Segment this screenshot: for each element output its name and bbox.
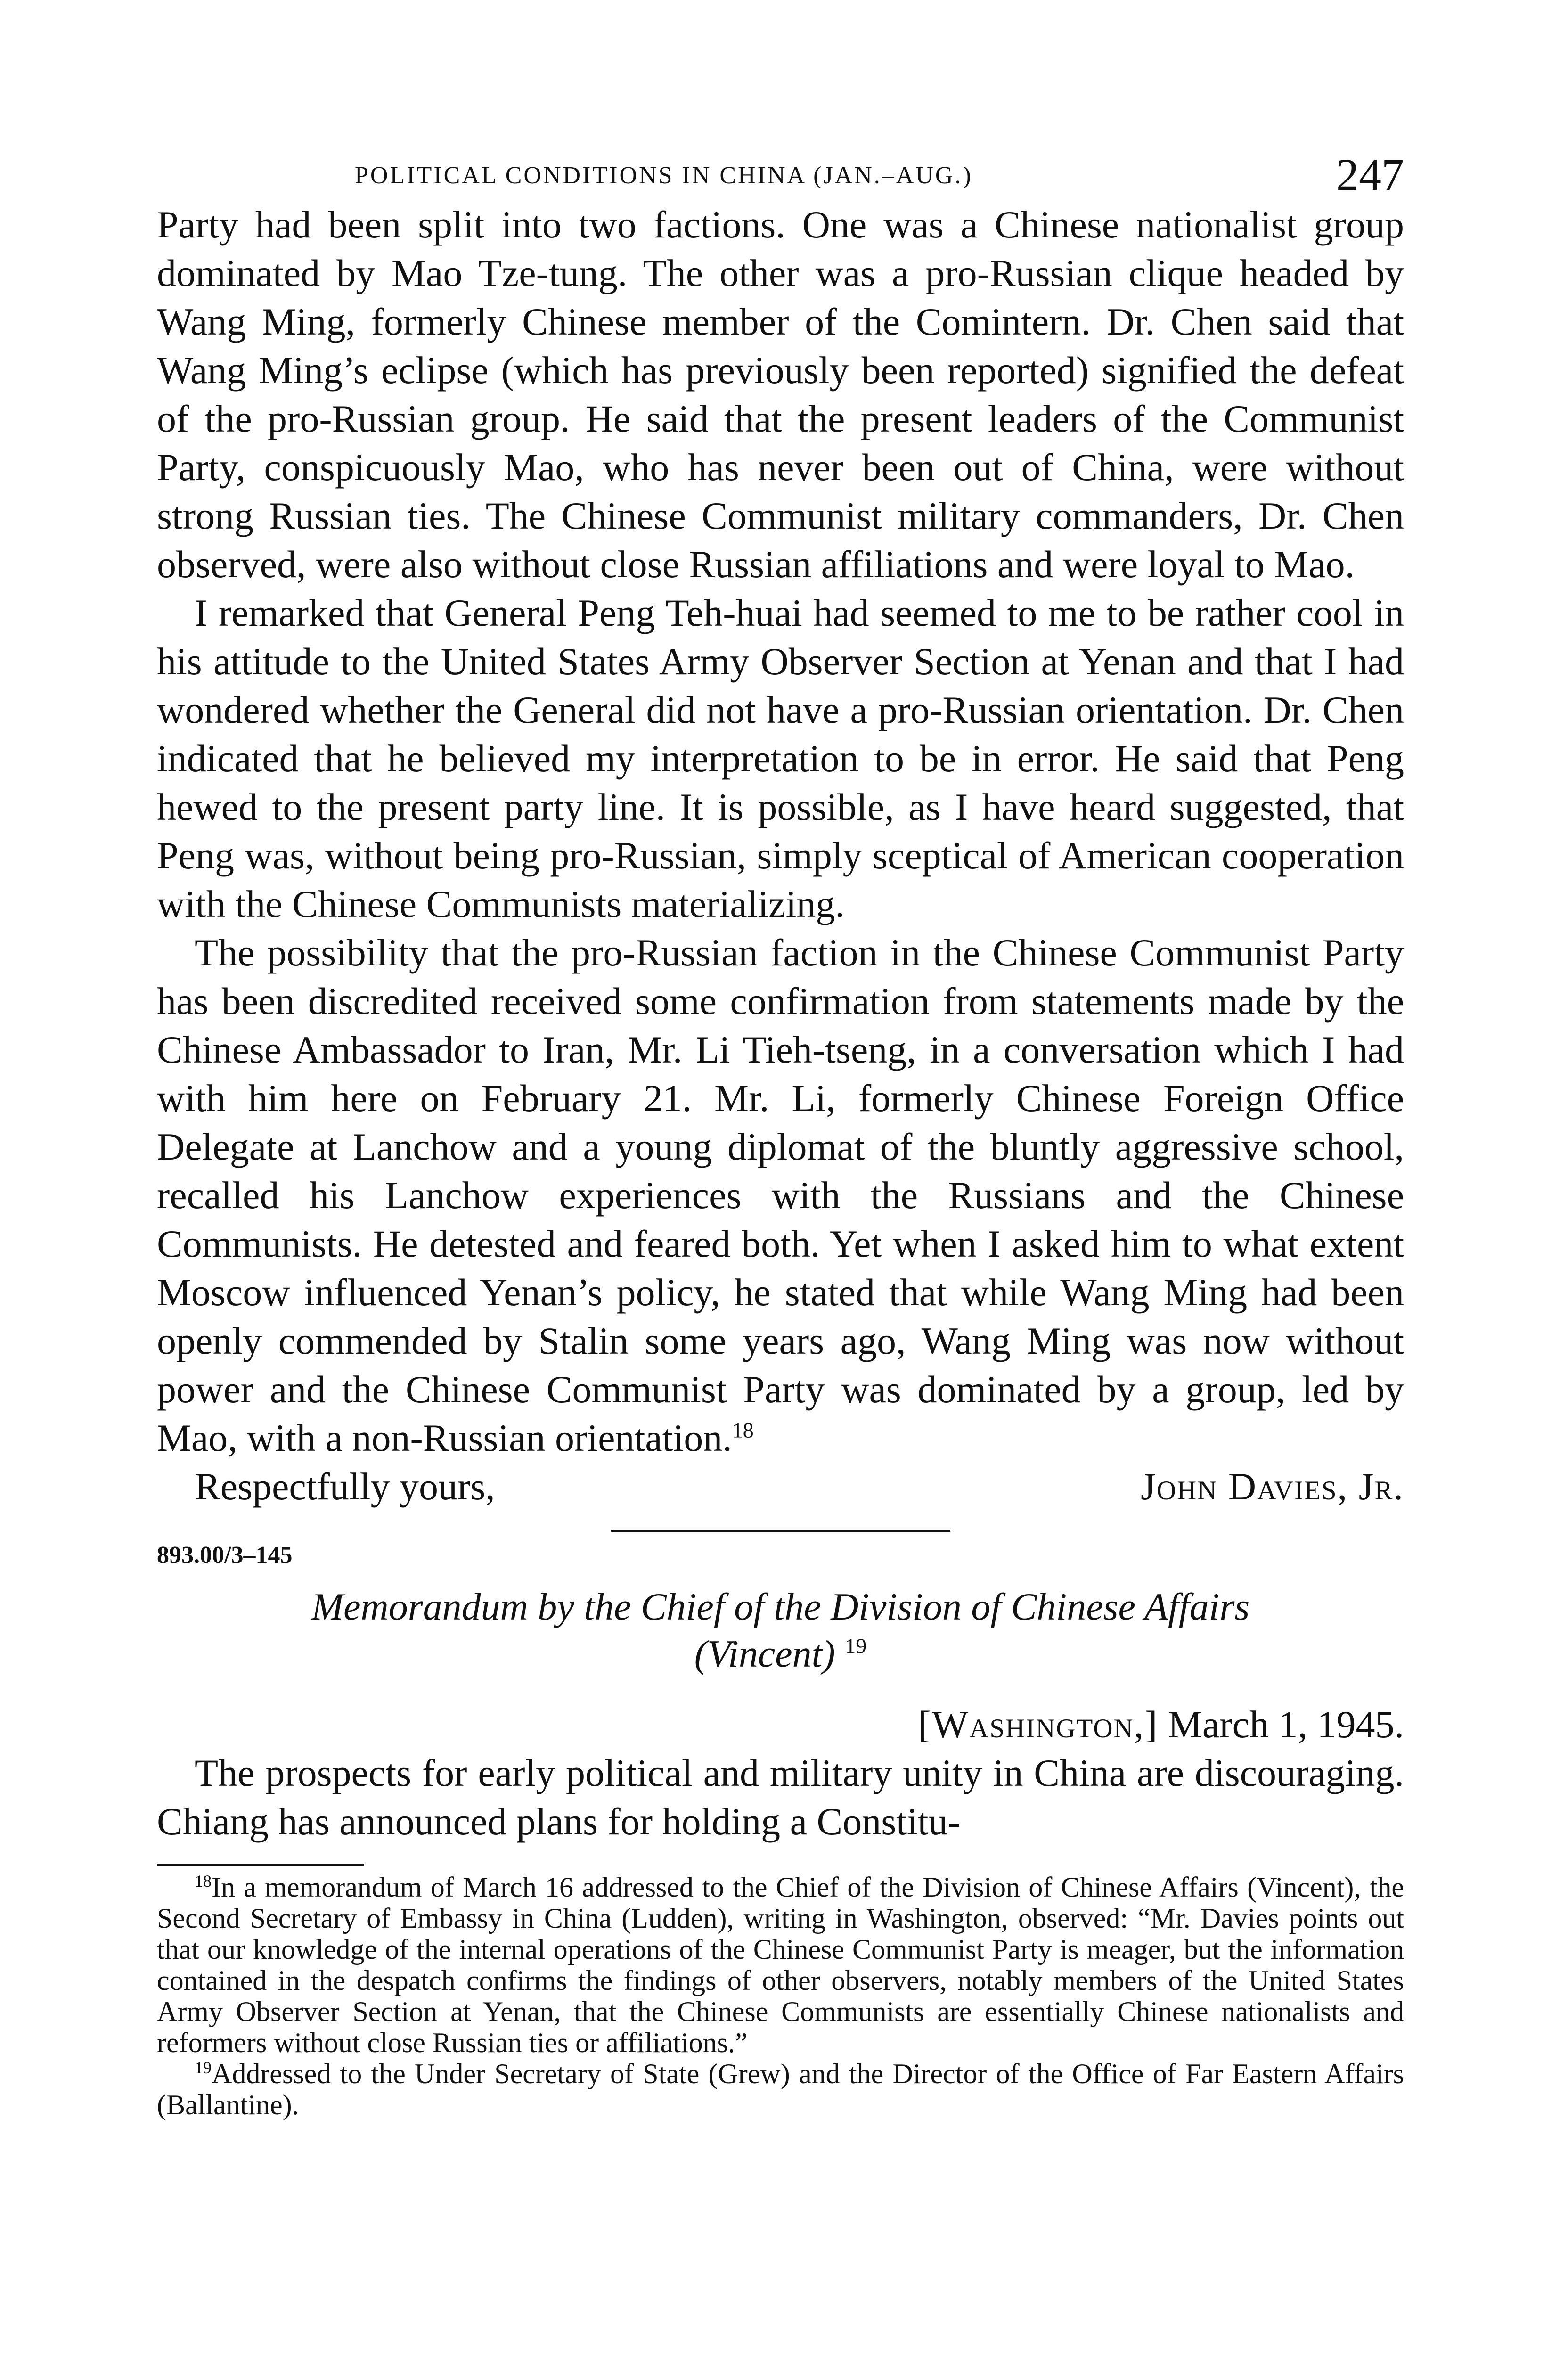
file-number: 893.00/3–145 bbox=[157, 1542, 293, 1569]
section-divider bbox=[611, 1530, 950, 1532]
footnote-ref-18[interactable]: 18 bbox=[732, 1418, 754, 1442]
footnote-marker: 19 bbox=[195, 2058, 212, 2077]
footnote-text: In a memorandum of March 16 addressed to the Chief of the Division of Chinese Affairs (Vincent), the Second Secretary of Embassy in China (Ludden), writing in Washington, observed: “Mr. Davies points out that our knowledge of the internal operations of the Chinese Communist Party is meager, but the information contained in the despatch confirms the findings of other observers, notably members of the United States Army Observer Section at Yenan, that the Chinese Communists are essentially Chinese nationalists and reformers without close Russian ties or affiliations.” bbox=[157, 1872, 1404, 2058]
letter-paragraph-3-text: The possibility that the pro-Russian faction in the Chinese Communist Party has been discredited received some confirmation from statements made by the Chinese Ambassador to Iran, Mr. Li Tieh-tseng, in a conversation which I had with him here on February 21. Mr. Li, formerly Chinese Foreign Office Delegate at Lanchow and a young diplomat of the bluntly aggressive school, recalled his Lanchow experiences with the Russians and the Chinese Communists. He detested and feared both. Yet when I asked him to what extent Moscow influenced Yenan’s policy, he stated that while Wang Ming had been openly commended by Stalin some years ago, Wang Ming was now without power and the Chinese Communist Party was dominated by a group, led by Mao, with a non-Russian orientation. bbox=[157, 931, 1404, 1459]
letter-closing bbox=[157, 1462, 1404, 1511]
memo-title-author: (Vincent) bbox=[694, 1632, 835, 1675]
letter-paragraph-1: Party had been split into two factions. One was a Chinese nationalist group dominated by Mao Tze-tung. The other was a pro-Russian clique headed by Wang Ming, formerly Chinese member of the Comintern. Dr. Chen said that Wang Ming’s eclipse (which has previously been reported) signified the defeat of the pro-Russian group. He said that the present leaders of the Communist Party, conspicuously Mao, who has never been out of China, were without strong Russian ties. The Chinese Communist military commanders, Dr. Chen observed, were also without close Russian affiliations and were loyal to Mao. bbox=[157, 203, 1404, 586]
letter-paragraph-3 bbox=[157, 928, 1404, 1462]
footnote-ref-19[interactable]: 19 bbox=[845, 1634, 867, 1658]
dateline-place: [Washington,] bbox=[918, 1703, 1159, 1746]
footnote-rule bbox=[157, 1864, 364, 1866]
footnote-marker: 18 bbox=[195, 1872, 212, 1890]
page-number: 247 bbox=[1336, 149, 1404, 200]
footnote-text: Addressed to the Under Secretary of State (Grew) and the Director of the Office of Far Eastern Affairs (Ballantine). bbox=[157, 2058, 1404, 2120]
memo-title bbox=[157, 1583, 1404, 1677]
footnote-18 bbox=[157, 1872, 1404, 2058]
dateline-date: March 1, 1945. bbox=[1168, 1703, 1404, 1746]
signature: John Davies, Jr. bbox=[1140, 1465, 1404, 1508]
letter-paragraph-2: I remarked that General Peng Teh-huai had seemed to me to be rather cool in his attitude to the United States Army Observer Section at Yenan and that I had wondered whether the General did not have a pro-Russian orientation. Dr. Chen indicated that he believed my interpretation to be in error. He said that Peng hewed to the present party line. It is possible, as I have heard suggested, that Peng was, without being pro-Russian, simply sceptical of American cooperation with the Chinese Communists materializing. bbox=[157, 591, 1404, 925]
memo-dateline bbox=[157, 1700, 1404, 1749]
running-title: POLITICAL CONDITIONS IN CHINA (JAN.–AUG.) bbox=[355, 162, 973, 189]
footnote-19 bbox=[157, 2058, 1404, 2120]
document-page bbox=[157, 148, 1404, 2120]
memo-title-line-1: Memorandum by the Chief of the Division of Chinese Affairs bbox=[311, 1585, 1250, 1628]
running-head bbox=[157, 148, 1404, 200]
closing-greeting: Respectfully yours, bbox=[195, 1465, 495, 1508]
memo-title-line-2 bbox=[157, 1630, 1404, 1677]
memo-paragraph-1: The prospects for early political and military unity in China are discouraging. Chiang has announced plans for holding a Constitu- bbox=[157, 1751, 1404, 1843]
